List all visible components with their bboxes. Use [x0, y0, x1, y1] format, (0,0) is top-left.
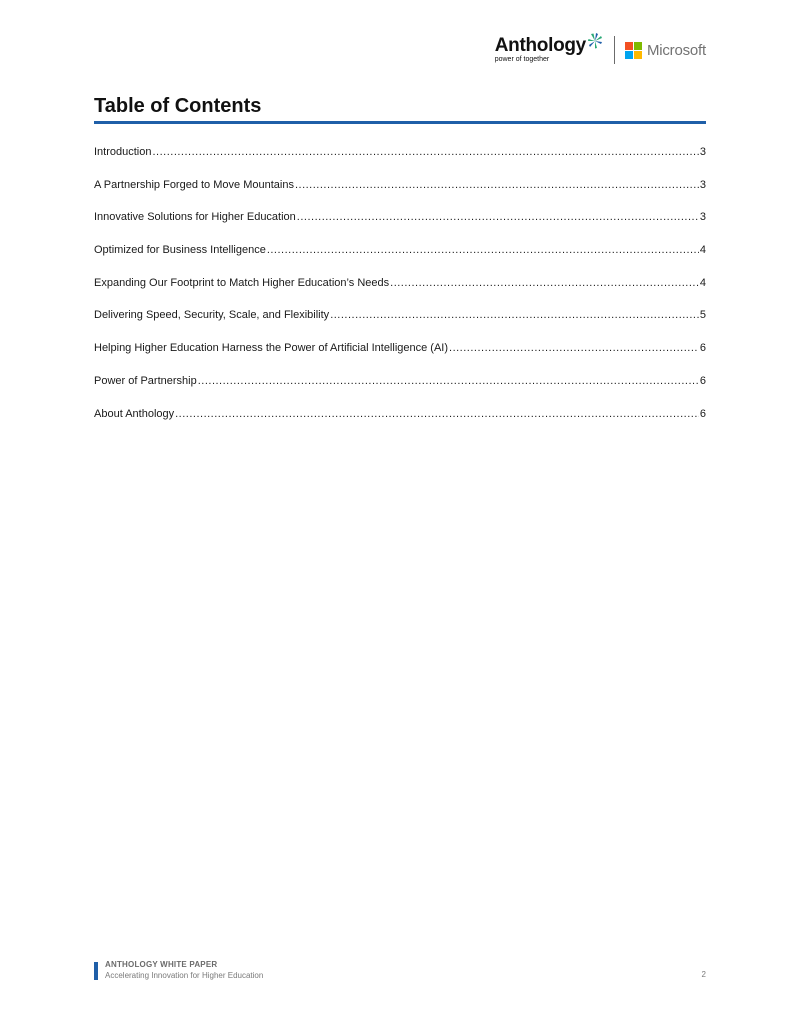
toc-dot-leader — [152, 146, 698, 158]
toc-dot-leader — [198, 375, 699, 387]
toc-entry-page: 5 — [699, 309, 706, 322]
toc-entry-label: A Partnership Forged to Move Mountains — [94, 178, 294, 191]
toc-entry-partnership-forged[interactable] — [94, 179, 706, 212]
anthology-tagline: power of together — [494, 55, 550, 63]
toc-entry-page: 4 — [699, 276, 706, 289]
footer-text — [105, 960, 263, 981]
anthology-burst-icon — [587, 32, 603, 50]
microsoft-wordmark: Microsoft — [646, 41, 706, 59]
microsoft-logo — [625, 42, 706, 59]
toc-entry-page: 6 — [699, 407, 706, 420]
toc-entry-label: Innovative Solutions for Higher Education — [94, 211, 296, 224]
microsoft-grid-icon — [625, 42, 642, 59]
logo-divider — [614, 36, 615, 64]
toc-entry-business-intelligence[interactable] — [94, 244, 706, 277]
toc-entry-page: 4 — [699, 244, 706, 257]
footer-page-number: 2 — [701, 970, 706, 979]
toc-dot-leader — [449, 342, 699, 354]
toc-dot-leader — [267, 244, 699, 256]
toc-dot-leader — [297, 211, 699, 223]
toc-title-block — [94, 94, 706, 124]
anthology-logo — [494, 34, 603, 64]
toc-entry-label: Helping Higher Education Harness the Power of Artificial Intelligence (AI) — [94, 342, 449, 355]
toc-entry-about-anthology[interactable] — [94, 408, 706, 441]
toc-entry-label: Expanding Our Footprint to Match Higher Education’s Needs — [94, 276, 390, 289]
toc-entry-page: 3 — [699, 178, 706, 191]
toc-entry-harness-ai[interactable] — [94, 342, 706, 375]
toc-entry-innovative-solutions[interactable] — [94, 211, 706, 244]
header-logos — [495, 34, 706, 66]
toc-dot-leader — [175, 408, 699, 420]
footer-subtitle: Accelerating Innovation for Higher Education — [105, 971, 264, 980]
toc-entry-label: Introduction — [94, 146, 152, 158]
anthology-wordmark-text: Anthology — [494, 34, 586, 56]
anthology-wordmark — [494, 34, 603, 56]
toc-entry-speed-security[interactable] — [94, 309, 706, 342]
footer-label: ANTHOLOGY WHITE PAPER — [105, 960, 218, 969]
toc-entry-label: Optimized for Business Intelligence — [94, 244, 266, 257]
toc-entry-label: Power of Partnership — [94, 374, 197, 387]
toc-entry-introduction[interactable] — [94, 146, 706, 179]
toc-entry-label: About Anthology — [94, 407, 175, 420]
toc-entry-page: 3 — [699, 146, 706, 158]
footer-accent-bar — [94, 962, 98, 980]
toc-dot-leader — [390, 277, 699, 289]
toc-entry-page: 3 — [699, 211, 706, 224]
title-underline — [94, 121, 706, 124]
toc-entry-expanding-footprint[interactable] — [94, 277, 706, 310]
toc-dot-leader — [295, 179, 699, 191]
toc-entry-page: 6 — [699, 374, 706, 387]
page-title: Table of Contents — [94, 95, 262, 117]
toc-list — [94, 146, 706, 440]
toc-entry-page: 6 — [699, 342, 706, 355]
toc-dot-leader — [330, 309, 699, 321]
page-footer — [94, 960, 706, 982]
toc-entry-label: Delivering Speed, Security, Scale, and Flexibility — [94, 309, 330, 322]
toc-entry-power-of-partnership[interactable] — [94, 375, 706, 408]
